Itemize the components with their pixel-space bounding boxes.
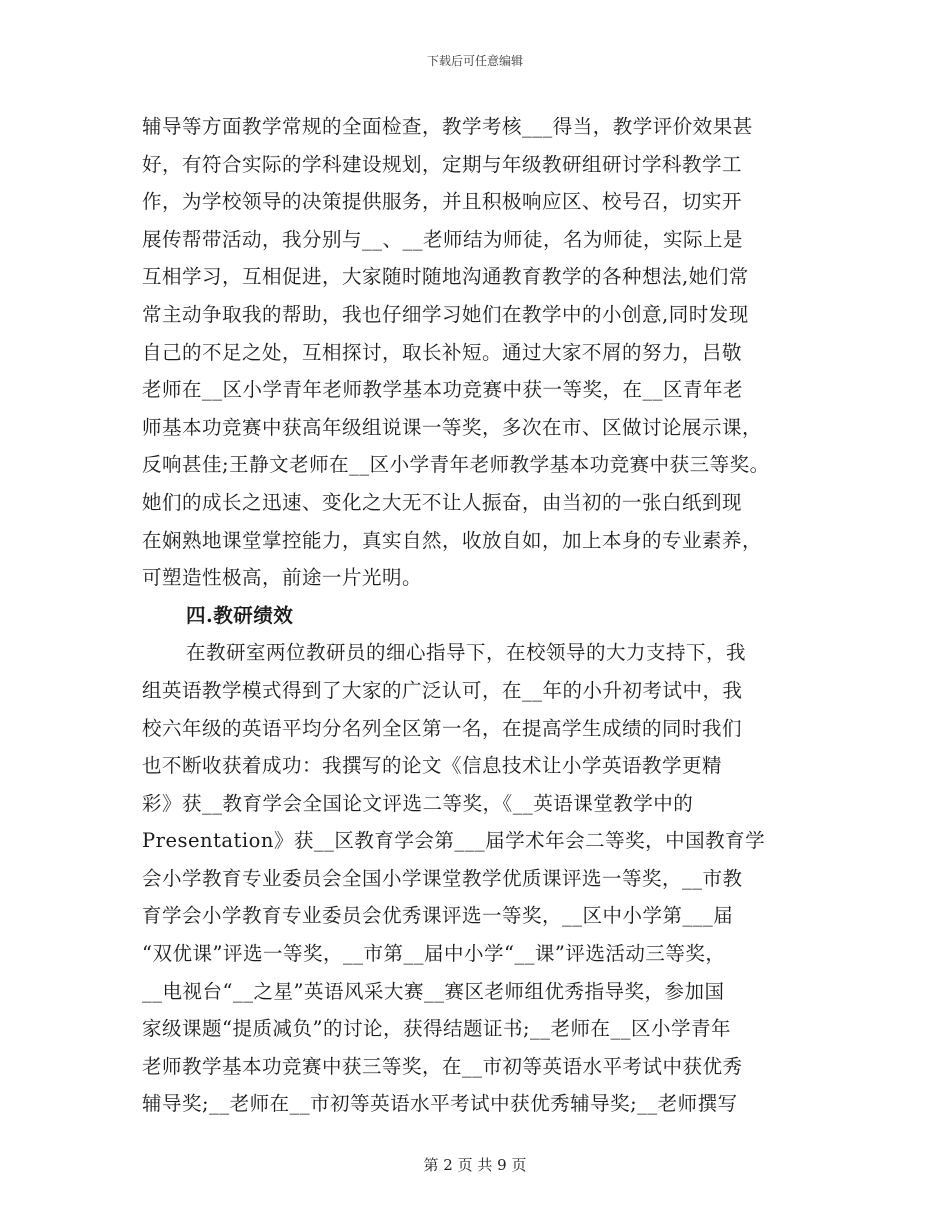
body-line: 常主动争取我的帮助，我也仔细学习她们在教学中的小创意,同时发现 [142, 302, 749, 326]
body-line: 在娴熟地课堂掌控能力，真实自然，收放自如，加上本身的专业素养， [142, 528, 763, 552]
paragraph-line: 家级课题“提质减负”的讨论，获得结题证书;__老师在__区小学青年 [142, 1017, 732, 1041]
page-header-note: 下载后可任意编辑 [426, 54, 523, 68]
body-line: 可塑造性极高，前途一片光明。 [142, 566, 423, 590]
body-line: 辅导等方面教学常规的全面检查，教学考核___得当，教学评价效果甚 [142, 115, 753, 138]
body-line: 老师在__区小学青年老师教学基本功竞赛中获一等奖，在__区青年老 [142, 378, 744, 402]
paragraph-line: 在教研室两位教研员的细心指导下，在校领导的大力支持下，我 [186, 641, 747, 665]
paragraph-line: 彩》获__教育学会全国论文评选二等奖，《__英语课堂教学中的 [142, 791, 694, 815]
body-line: 展传帮带活动，我分别与__、__老师结为师徒，名为师徒，实际上是 [142, 227, 744, 251]
paragraph-line: 组英语教学模式得到了大家的广泛认可，在__年的小升初考试中，我 [142, 678, 743, 702]
paragraph-line: 老师教学基本功竞赛中获三等奖，在__市初等英语水平考试中获优秀 [142, 1054, 743, 1078]
paragraph-line: Presentation》获__区教育学会第___届学术年会二等奖，中国教育学 [142, 829, 766, 853]
paragraph-line: __电视台“__之星”英语风采大赛__赛区老师组优秀指导奖，参加国 [142, 979, 725, 1003]
body-line: 自己的不足之处，互相探讨，取长补短。通过大家不屑的努力，吕敬 [142, 340, 743, 364]
body-line: 作，为学校领导的决策提供服务，并且积极响应区、校号召，切实开 [142, 190, 743, 214]
body-line: 反响甚佳;王静文老师在__区小学青年老师教学基本功竞赛中获三等奖。 [142, 453, 770, 477]
paragraph-line: “双优课”评选一等奖，__市第__届中小学“__课”评选活动三等奖， [142, 942, 726, 966]
paragraph-line: 也不断收获着成功：我撰写的论文《信息技术让小学英语教学更精 [142, 754, 723, 778]
body-line: 她们的成长之迅速、变化之大无不让人振奋，由当初的一张白纸到现 [142, 490, 743, 514]
body-line: 师基本功竞赛中获高年级组说课一等奖，多次在市、区做讨论展示课， [142, 415, 763, 439]
page-number: 第 2 页 共 9 页 [423, 1156, 527, 1174]
document-body [142, 108, 812, 1123]
section-heading: 四.教研绩效 [186, 603, 294, 627]
paragraph-line: 校六年级的英语平均分名列全区第一名，在提高学生成绩的同时我们 [142, 716, 743, 740]
paragraph-line: 会小学教育专业委员会全国小学课堂教学优质课评选一等奖，__市教 [142, 866, 743, 890]
paragraph-line: 育学会小学教育专业委员会优秀课评选一等奖，__区中小学第___届 [142, 904, 734, 928]
paragraph-line: 辅导奖;__老师在__市初等英语水平考试中获优秀辅导奖;__老师撰写 [142, 1092, 738, 1116]
body-line: 好，有符合实际的学科建设规划，定期与年级教研组研讨学科教学工 [142, 152, 743, 176]
body-line: 互相学习，互相促进，大家随时随地沟通教育教学的各种想法,她们常 [142, 265, 749, 289]
